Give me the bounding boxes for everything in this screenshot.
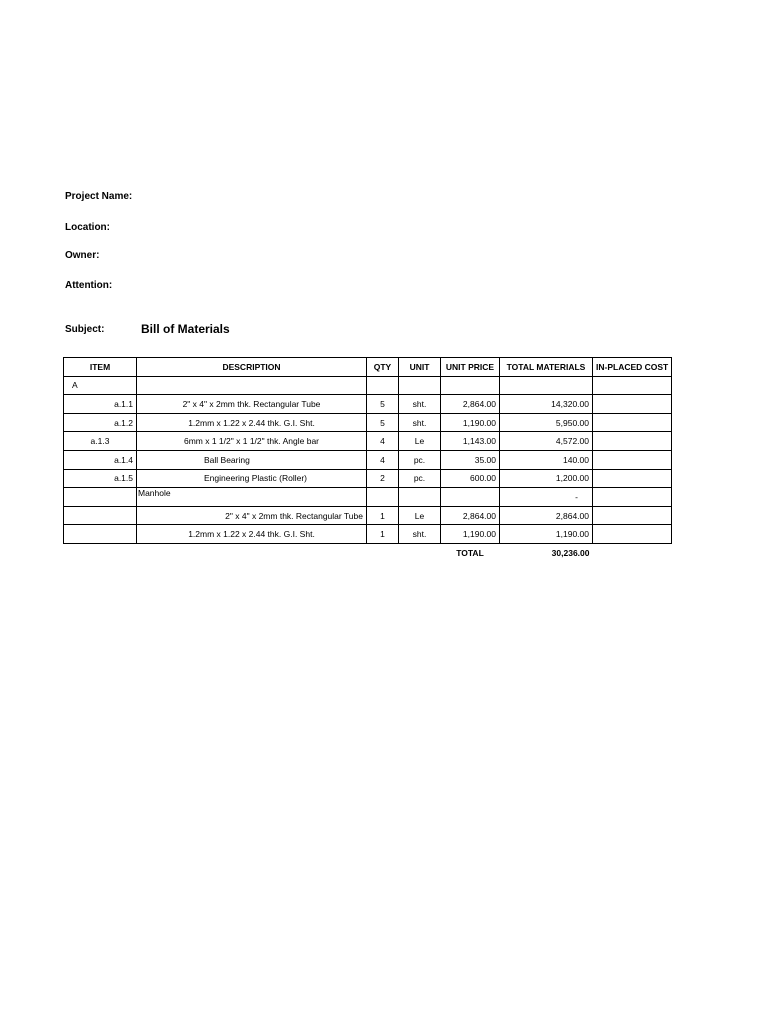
item-total-materials: 14,320.00 <box>500 395 593 414</box>
item-total-materials: 4,572.00 <box>500 432 593 451</box>
item-in-placed-cost <box>593 525 672 544</box>
item-description: 1.2mm x 1.22 x 2.44 thk. G.I. Sht. <box>137 525 367 544</box>
item-description: 6mm x 1 1/2" x 1 1/2" thk. Angle bar <box>137 432 367 451</box>
item-code: a.1.5 <box>64 469 137 488</box>
column-header-unit-price: UNIT PRICE <box>441 358 500 377</box>
item-unit-price: 35.00 <box>441 450 500 469</box>
project-name-label: Project Name: <box>65 191 133 202</box>
item-unit-price: 600.00 <box>441 469 500 488</box>
column-header-in-placed-cost: IN-PLACED COST <box>593 358 672 377</box>
table-row <box>64 395 672 414</box>
item-code: a.1.1 <box>64 395 137 414</box>
item-unit: sht. <box>399 525 441 544</box>
item-total-materials: 1,190.00 <box>500 525 593 544</box>
table-row <box>64 450 672 469</box>
table-row <box>64 469 672 488</box>
table-row <box>64 432 672 451</box>
item-in-placed-cost <box>593 395 672 414</box>
column-header-item: ITEM <box>64 358 137 377</box>
item-in-placed-cost <box>593 450 672 469</box>
total-row <box>64 543 672 561</box>
bill-of-materials-table <box>63 357 672 562</box>
item-description: Engineering Plastic (Roller) <box>137 469 367 488</box>
item-in-placed-cost <box>593 506 672 525</box>
item-unit: sht. <box>399 395 441 414</box>
item-unit: Le <box>399 506 441 525</box>
item-description: 2" x 4" x 2mm thk. Rectangular Tube <box>137 395 367 414</box>
item-unit: pc. <box>399 469 441 488</box>
item-code: a.1.3 <box>64 432 137 451</box>
item-qty: 4 <box>367 432 399 451</box>
item-unit-price: 1,190.00 <box>441 525 500 544</box>
table-header-row <box>64 358 672 377</box>
column-header-qty: QTY <box>367 358 399 377</box>
subject-label: Subject: <box>65 324 105 335</box>
item-qty: 1 <box>367 506 399 525</box>
item-description: 2" x 4" x 2mm thk. Rectangular Tube <box>137 506 367 525</box>
manhole-total-materials: - <box>500 488 593 507</box>
item-unit-price: 1,190.00 <box>441 413 500 432</box>
subject-value: Bill of Materials <box>141 322 230 336</box>
item-qty: 4 <box>367 450 399 469</box>
item-unit: pc. <box>399 450 441 469</box>
table-row <box>64 413 672 432</box>
table-row <box>64 525 672 544</box>
item-description: Ball Bearing <box>137 450 367 469</box>
section-label-manhole: Manhole <box>137 488 367 507</box>
item-qty: 2 <box>367 469 399 488</box>
item-qty: 5 <box>367 395 399 414</box>
item-code: a.1.2 <box>64 413 137 432</box>
attention-label: Attention: <box>65 280 113 291</box>
item-unit: Le <box>399 432 441 451</box>
item-in-placed-cost <box>593 413 672 432</box>
item-unit-price: 1,143.00 <box>441 432 500 451</box>
section-row-manhole <box>64 488 672 507</box>
column-header-unit: UNIT <box>399 358 441 377</box>
item-total-materials: 1,200.00 <box>500 469 593 488</box>
owner-label: Owner: <box>65 250 100 261</box>
item-code: a.1.4 <box>64 450 137 469</box>
grand-total-value: 30,236.00 <box>551 547 590 558</box>
item-in-placed-cost <box>593 469 672 488</box>
item-qty: 5 <box>367 413 399 432</box>
item-unit: sht. <box>399 413 441 432</box>
item-total-materials: 140.00 <box>500 450 593 469</box>
item-total-materials: 2,864.00 <box>500 506 593 525</box>
column-header-total-materials: TOTAL MATERIALS <box>500 358 593 377</box>
item-in-placed-cost <box>593 432 672 451</box>
table-row <box>64 506 672 525</box>
item-qty: 1 <box>367 525 399 544</box>
total-label: TOTAL <box>456 547 484 558</box>
item-unit-price: 2,864.00 <box>441 395 500 414</box>
item-total-materials: 5,950.00 <box>500 413 593 432</box>
item-description: 1.2mm x 1.22 x 2.44 thk. G.I. Sht. <box>137 413 367 432</box>
section-label-a: A <box>64 376 137 395</box>
section-row-a <box>64 376 672 395</box>
column-header-description: DESCRIPTION <box>137 358 367 377</box>
location-label: Location: <box>65 222 110 233</box>
item-unit-price: 2,864.00 <box>441 506 500 525</box>
